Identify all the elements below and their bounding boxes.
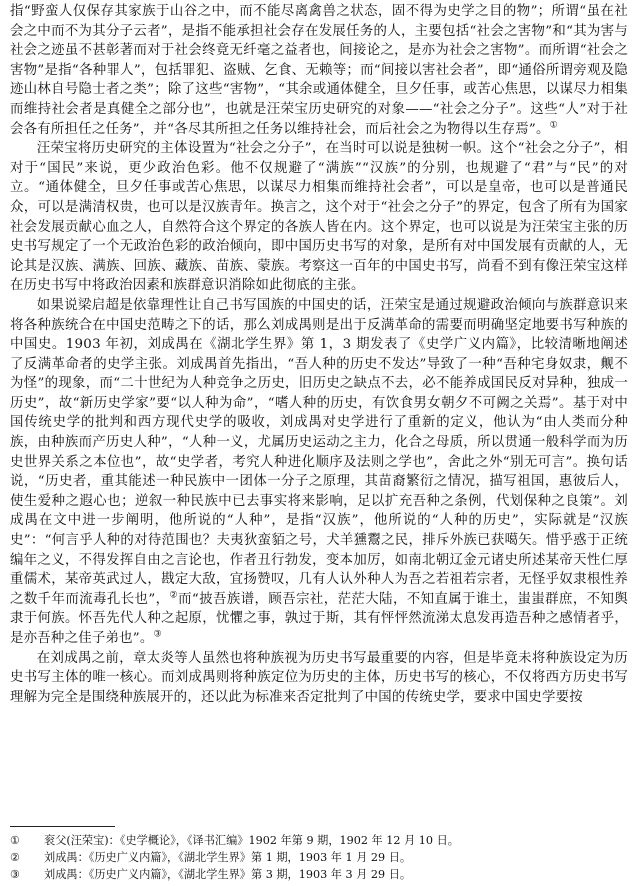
text-run: 而“披吾族谱，顾吾宗社，茫茫大陆，不知直属于谁土，蚩蚩群庶，不知舆隶于何族。怀吾先代人种之起原，忧懼之事，孰过于斯，其有怦怦然流涕太息发再造吾种之感情者乎，是亦吾种之佳子弟也”。	[10, 591, 629, 646]
text-run: 指“野蛮人仅保存其家族于山谷之中，而不能尽离禽兽之状态，固不得为史学之目的物”；所谓“虽在社会之中而不为其分子云者”，是指不能承担社会存在发展任务的人，主要包括“社会之害物”和“其为害与社会之迹虽不甚彰著而对于社会终竟无纤毫之益者也，间接论之，是亦为社会之害物”。而所谓“社会之害物”是指“各种罪人”，包括罪犯、盗贼、乞食、无赖等；而“间接以害社会者”，即“通俗所谓旁观及隐迹山林自号隐士者之类”；除了这些“害物”，“其余或通体健全，旦夕任事，或苦心焦思，以谋尽力相集而维持社会者是真健全之部分也”，也就是汪荣宝历史研究的对象——“社会之分子”。这些“人”对于社会各有所担任之任务”，并“各尽其所担之任务以维持社会，而后社会之为物得以生存焉”。	[10, 4, 628, 137]
footnote-1	[10, 832, 628, 849]
footnote-reference: ①	[549, 120, 558, 131]
footnote-text: 衮父(汪荣宝)：《史学概论》，《译书汇编》1902 年第 9 期，1902 年 12 月 10 日。	[44, 834, 459, 847]
text-run: 如果说梁启超是依靠理性让自己书写国族的中国史的话，汪荣宝是通过规避政治倾向与族群意识来将各种族统合在中国史范畴之下的话，那么刘成禺则是出于反满革命的需要而明确坚定地要书写种族的中国史。1903 年初，刘成禺在《湖北学生界》第 1，3 期发表了《史学广义内篇》，比较清晰地阐述了反满革命者的史学主张。刘成禺首先指出，“吾人种的历史不发达”导致了一种“吾种宅身奴隶，觍不为怪”的现象，而“二十世纪为人种竞争之历史，旧历史之缺点不去，必不能养成国民反对异种，独成一历史”，故“新历史学家”要“以人种为命”，“嗜人种的历史，有饮食男女朝夕不可阙之关焉”。基于对中国传统史学的批判和西方现代史学的吸收，刘成禺对史学进行了重新的定义，他认为“由人类而分种族，由种族而产历史人种”，“人种一义，尤属历史运动之主力，化合之母质，所以贯通一般科学而为历史世界关系之本位也”，故“史学者，考究人种进化顺序及法则之学也”，舍此之外“别无可言”。换句话说，“历史者，重其能述一种民族中一团体一分子之原理，其苗裔繁衍之情况，描写祖国，惠彼后人，使生爱种之遐心也；逆叙一种民族中已去事实将来影响，足以扩充吾种之条例，代划保种之良策”。刘成禺在文中进一步阐明，他所说的“人种”，是指“汉族”，他所说的“人种的历史”，实际就是“汉族史”：“何言乎人种的对待范围也？夫夷狄蛮貊之号，犬羊獯鬻之民，排斥外族已获噶矢。惜乎惑于正统编年之义，不得发挥自由之言论也，作者丑行勃发，变本加厉，如南北朝辽金元诸史所述某帝天性仁厚重儒术，某帝英武过人，戡定大敌，宜扬赞叹，几有人认外种人为吾之若祖若宗者，无怪乎奴隶根性养之数千年而流毒孔长也”，	[10, 297, 628, 607]
footnote-mark: ②	[10, 851, 21, 864]
body-text	[10, 2, 628, 707]
paragraph-3	[10, 296, 628, 649]
paragraph-2	[10, 139, 628, 296]
footnote-mark: ③	[10, 868, 21, 881]
paragraph-1	[10, 2, 628, 139]
paragraph-4	[10, 649, 628, 708]
text-run: 在刘成禺之前，章太炎等人虽然也将种族视为历史书写最重要的内容，但是毕竟未将种族设定为历史书写主体的唯一核心。而刘成禺则将种族定位为历史的主体，历史书写的核心，不仅将西方历史书写理解为完全是围绕种族展开的，还以此为标准来否定批判了中国的传统史学，要求中国史学要按	[10, 650, 628, 705]
text-run: 汪荣宝将历史研究的主体设置为“社会之分子”，在当时可以说是独树一帜。这个“社会之分子”，相对于“国民”来说，更少政治色彩。他不仅规避了“满族”“汉族”的分别，也规避了“君”与“民”的对立。“通体健全，旦夕任事或苦心焦思，以谋尽力相集而维持社会者”，可以是皇帝，也可以是普通民众，可以是满清权贵，也可以是汉族青年。换言之，这个对于“社会之分子”的界定，包含了所有为国家社会发展贡献心血之人，自然符合这个界定的各族人皆在内。这个界定，也可以说是为汪荣宝主张的历史书写规定了一个无政治色彩的政治倾向，即中国历史书写的对象，是所有对中国发展有贡献的人，无论其是汉族、满族、回族、藏族、苗族、蒙族。考察这一百年的中国史书写，尚看不到有像汪荣宝这样在历史书写中将政治因素和族群意识消除如此彻底的主张。	[10, 141, 628, 294]
footnotes	[10, 832, 628, 883]
footnote-text: 刘成禺：《历史广义内篇》，《湖北学生界》第 3 期，1903 年 3 月 29 日。	[44, 868, 412, 881]
footnote-3	[10, 866, 628, 883]
footnote-2	[10, 849, 628, 866]
footnote-text: 刘成禺：《历史广义内篇》，《湖北学生界》第 1 期，1903 年 1 月 29 日。	[44, 851, 412, 864]
footnote-divider	[10, 826, 115, 827]
footnote-reference: ③	[153, 629, 162, 640]
footnote-reference: ②	[169, 590, 179, 601]
footnote-mark: ①	[10, 834, 21, 847]
